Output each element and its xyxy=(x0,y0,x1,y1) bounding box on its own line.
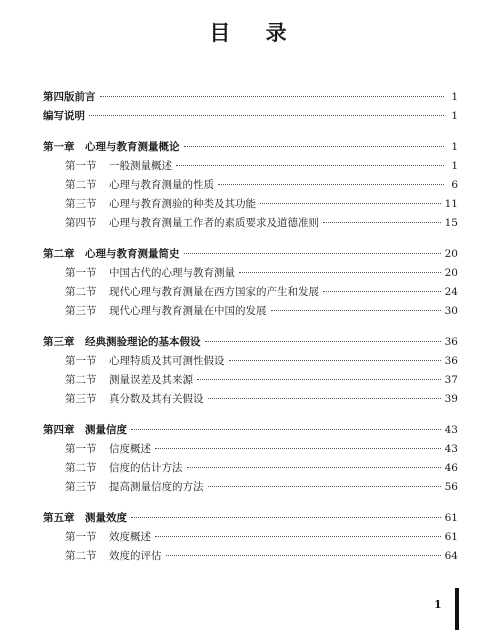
toc-section-entry[interactable] xyxy=(43,528,458,547)
dot-leader xyxy=(184,253,441,254)
entry-title: 经典测验理论的基本假设 xyxy=(85,336,201,348)
section-number: 第二节 xyxy=(65,374,97,386)
dot-leader xyxy=(155,536,441,537)
entry-page-number: 39 xyxy=(444,393,458,405)
toc-section-entry[interactable] xyxy=(43,390,458,409)
section-number: 第四节 xyxy=(65,217,97,229)
entry-page-number: 11 xyxy=(444,198,458,210)
section-number: 第三节 xyxy=(65,481,97,493)
chapter-number: 第二章 xyxy=(43,248,75,260)
entry-title: 心理特质及其可测性假设 xyxy=(109,355,225,367)
section-spacer xyxy=(43,233,458,245)
table-of-contents xyxy=(43,88,458,566)
dot-leader xyxy=(208,486,441,487)
entry-page-number: 64 xyxy=(444,550,458,562)
dot-leader xyxy=(184,146,445,147)
entry-page-number: 15 xyxy=(444,217,458,229)
section-number: 第二节 xyxy=(65,179,97,191)
dot-leader xyxy=(197,379,441,380)
entry-page-number: 37 xyxy=(444,374,458,386)
entry-page-number: 1 xyxy=(451,160,458,172)
toc-chapter-entry[interactable] xyxy=(43,107,458,126)
dot-leader xyxy=(205,341,441,342)
dot-leader xyxy=(239,272,441,273)
dot-leader xyxy=(155,448,441,449)
dot-leader xyxy=(176,165,444,166)
entry-title: 效度的评估 xyxy=(109,550,162,562)
entry-page-number: 24 xyxy=(444,286,458,298)
entry-page-number: 56 xyxy=(444,481,458,493)
toc-chapter-entry[interactable] xyxy=(43,421,458,440)
toc-chapter-entry[interactable] xyxy=(43,245,458,264)
chapter-number: 第一章 xyxy=(43,141,75,153)
toc-chapter-entry[interactable] xyxy=(43,88,458,107)
entry-title: 心理与教育测量简史 xyxy=(85,248,180,260)
dot-leader xyxy=(229,360,441,361)
entry-title: 信度概述 xyxy=(109,443,151,455)
entry-title: 现代心理与教育测量在西方国家的产生和发展 xyxy=(109,286,319,298)
dot-leader xyxy=(218,184,444,185)
dot-leader xyxy=(271,310,441,311)
entry-title: 心理与教育测量工作者的素质要求及道德准则 xyxy=(109,217,319,229)
dot-leader xyxy=(208,398,441,399)
dot-leader xyxy=(187,467,441,468)
toc-section-entry[interactable] xyxy=(43,302,458,321)
dot-leader xyxy=(323,222,441,223)
section-number: 第一节 xyxy=(65,267,97,279)
entry-title: 测量效度 xyxy=(85,512,127,524)
entry-title: 效度概述 xyxy=(109,531,151,543)
section-number: 第三节 xyxy=(65,198,97,210)
entry-page-number: 43 xyxy=(444,424,458,436)
toc-chapter-entry[interactable] xyxy=(43,138,458,157)
section-number: 第二节 xyxy=(65,286,97,298)
section-number: 第二节 xyxy=(65,462,97,474)
section-number: 第三节 xyxy=(65,305,97,317)
dot-leader xyxy=(100,96,445,97)
entry-page-number: 20 xyxy=(444,267,458,279)
toc-section-entry[interactable] xyxy=(43,157,458,176)
toc-section-entry[interactable] xyxy=(43,478,458,497)
entry-title: 心理与教育测量概论 xyxy=(85,141,180,153)
page-title: 目 录 xyxy=(209,20,301,45)
entry-title: 心理与教育测验的种类及其功能 xyxy=(109,198,256,210)
dot-leader xyxy=(89,115,444,116)
toc-section-entry[interactable] xyxy=(43,195,458,214)
section-spacer xyxy=(43,409,458,421)
entry-page-number: 46 xyxy=(444,462,458,474)
toc-section-entry[interactable] xyxy=(43,547,458,566)
entry-title: 真分数及其有关假设 xyxy=(109,393,204,405)
section-number: 第二节 xyxy=(65,550,97,562)
entry-title: 信度的估计方法 xyxy=(109,462,183,474)
entry-title: 编写说明 xyxy=(43,110,85,122)
section-number: 第一节 xyxy=(65,355,97,367)
entry-title: 提高测量信度的方法 xyxy=(109,481,204,493)
toc-section-entry[interactable] xyxy=(43,176,458,195)
entry-page-number: 36 xyxy=(444,355,458,367)
toc-chapter-entry[interactable] xyxy=(43,509,458,528)
page-number: 1 xyxy=(434,598,442,611)
entry-page-number: 20 xyxy=(444,248,458,260)
dot-leader xyxy=(131,429,441,430)
section-spacer xyxy=(43,321,458,333)
section-number: 第三节 xyxy=(65,393,97,405)
dot-leader xyxy=(166,555,441,556)
entry-page-number: 1 xyxy=(451,110,458,122)
entry-page-number: 1 xyxy=(451,91,458,103)
chapter-number: 第三章 xyxy=(43,336,75,348)
section-number: 第一节 xyxy=(65,160,97,172)
toc-section-entry[interactable] xyxy=(43,440,458,459)
toc-section-entry[interactable] xyxy=(43,283,458,302)
entry-page-number: 30 xyxy=(444,305,458,317)
entry-title: 现代心理与教育测量在中国的发展 xyxy=(109,305,267,317)
section-spacer xyxy=(43,126,458,138)
page-edge-bar xyxy=(455,588,459,630)
entry-page-number: 61 xyxy=(444,512,458,524)
section-spacer xyxy=(43,497,458,509)
entry-page-number: 61 xyxy=(444,531,458,543)
entry-page-number: 36 xyxy=(444,336,458,348)
entry-title: 测量信度 xyxy=(85,424,127,436)
entry-page-number: 6 xyxy=(451,179,458,191)
chapter-number: 第四章 xyxy=(43,424,75,436)
entry-title: 测量误差及其来源 xyxy=(109,374,193,386)
toc-section-entry[interactable] xyxy=(43,214,458,233)
section-number: 第一节 xyxy=(65,531,97,543)
entry-title: 中国古代的心理与教育测量 xyxy=(109,267,235,279)
toc-section-entry[interactable] xyxy=(43,264,458,283)
toc-section-entry[interactable] xyxy=(43,459,458,478)
entry-page-number: 43 xyxy=(444,443,458,455)
chapter-number: 第五章 xyxy=(43,512,75,524)
toc-chapter-entry[interactable] xyxy=(43,333,458,352)
entry-title: 一般测量概述 xyxy=(109,160,172,172)
entry-title: 心理与教育测量的性质 xyxy=(109,179,214,191)
entry-page-number: 1 xyxy=(451,141,458,153)
toc-section-entry[interactable] xyxy=(43,371,458,390)
entry-title: 第四版前言 xyxy=(43,91,96,103)
dot-leader xyxy=(323,291,441,292)
toc-section-entry[interactable] xyxy=(43,352,458,371)
dot-leader xyxy=(260,203,441,204)
dot-leader xyxy=(131,517,441,518)
section-number: 第一节 xyxy=(65,443,97,455)
